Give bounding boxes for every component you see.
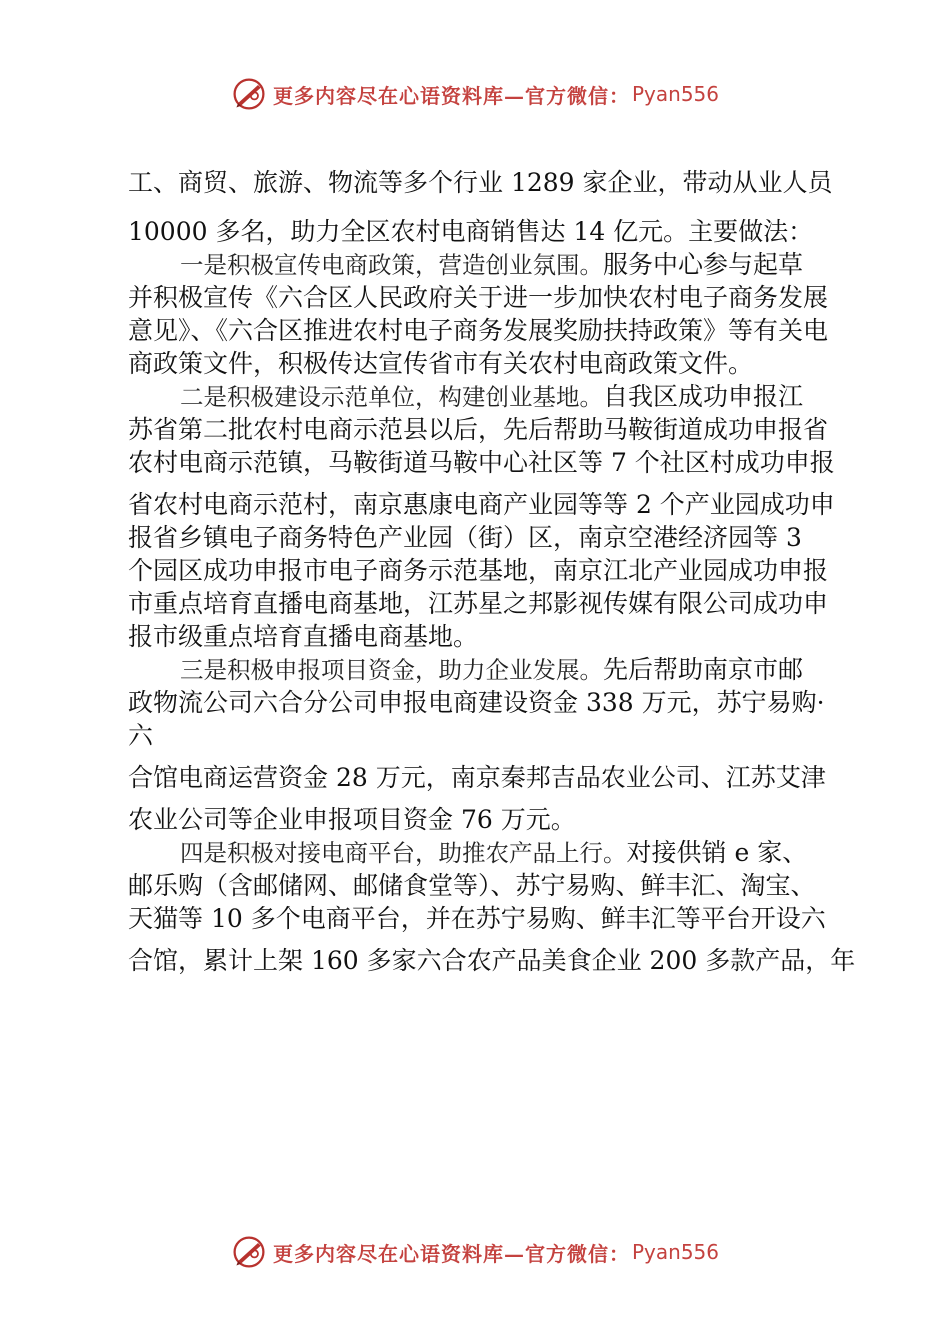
paragraph-lead: 四是积极对接电商平台，助推农产品上行。 <box>180 839 627 867</box>
paragraph-first-line <box>128 836 838 869</box>
paragraph-lead: 三是积极申报项目资金，助力企业发展。 <box>180 656 603 684</box>
text-line: 意见》、《六合区推进农村电子商务发展奖励扶持政策》等有关电 <box>128 316 829 345</box>
text-line: 农村电商示范镇，马鞍街道马鞍中心社区等 7 个社区村成功申报 <box>128 448 835 477</box>
text-span: 先后帮助南京市邮 <box>603 655 804 684</box>
text-line: 10000 多名，助力全区农村电商销售达 14 亿元。主要做法： <box>128 217 814 246</box>
paragraph-lead: 一是积极宣传电商政策，营造创业氛围。 <box>180 251 603 279</box>
document-body <box>128 166 856 977</box>
text-line: 商政策文件，积极传达宣传省市有关农村电商政策文件。 <box>128 349 754 378</box>
footer-wechat-id: Pyan556 <box>631 1240 719 1264</box>
text-line: 工、商贸、旅游、物流等多个行业 1289 家企业，带动从业人员 <box>128 168 833 197</box>
text-line: 六 <box>128 721 154 750</box>
text-line: 报市级重点培育直播电商基地。 <box>128 622 479 651</box>
footer-banner-text: 更多内容尽在心语资料库—官方微信： <box>272 1241 630 1266</box>
paragraph-lead: 二是积极建设示范单位，构建创业基地。 <box>180 383 603 411</box>
footer-banner <box>0 1232 950 1272</box>
text-line: 报省乡镇电子商务特色产业园（街）区，南京空港经济园等 3 <box>128 523 802 552</box>
header-banner-text: 更多内容尽在心语资料库—官方微信： <box>272 83 630 108</box>
text-line: 并积极宣传《六合区人民政府关于进一步加快农村电子商务发展 <box>128 283 829 312</box>
pen-logo-icon <box>231 1234 267 1270</box>
text-line: 合馆电商运营资金 28 万元，南京秦邦吉品农业公司、江苏艾津 <box>128 763 826 792</box>
text-line: 苏省第二批农村电商示范县以后，先后帮助马鞍街道成功申报省 <box>128 415 829 444</box>
text-line: 合馆，累计上架 160 多家六合农产品美食企业 200 多款产品，年 <box>128 946 856 975</box>
text-span: 服务中心参与起草 <box>603 250 804 279</box>
pen-logo-icon <box>231 76 267 112</box>
text-line: 个园区成功申报市电子商务示范基地，南京江北产业园成功申报 <box>128 556 829 585</box>
paragraph-first-line <box>128 653 838 686</box>
text-line: 省农村电商示范村，南京惠康电商产业园等等 2 个产业园成功申 <box>128 490 835 519</box>
text-line: 农业公司等企业申报项目资金 76 万元。 <box>128 805 576 834</box>
text-line: 天猫等 10 多个电商平台，并在苏宁易购、鲜丰汇等平台开设六 <box>128 904 826 933</box>
text-line: 邮乐购（含邮储网、邮储食堂等）、苏宁易购、鲜丰汇、淘宝、 <box>128 871 816 900</box>
text-span: 自我区成功申报江 <box>603 382 804 411</box>
paragraph-first-line <box>128 248 838 281</box>
header-wechat-id: Pyan556 <box>631 82 719 106</box>
text-span: 对接供销 e 家、 <box>626 838 808 867</box>
text-line: 市重点培育直播电商基地，江苏星之邦影视传媒有限公司成功申 <box>128 589 829 618</box>
header-banner <box>0 74 950 114</box>
paragraph-first-line <box>128 380 838 413</box>
text-line: 政物流公司六合分公司申报电商建设资金 338 万元，苏宁易购· <box>128 688 825 717</box>
